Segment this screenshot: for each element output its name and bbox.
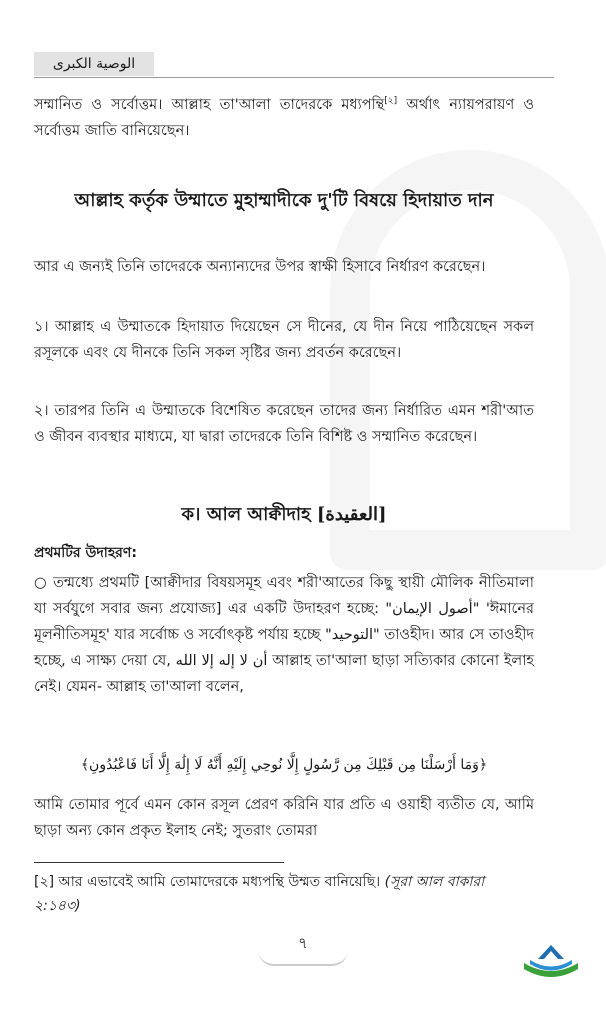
intro-line: সম্মানিত ও সর্বোত্তম। আল্লাহ তা'আলা তাদেরকে মধ্যপন্থি [34, 96, 385, 113]
para4-part-a: ○ তন্মধ্যে প্রথমটি [আক্বীদার বিষয়সমূহ এবং শরী'আতের কিছু স্থায়ী মৌলিক নীতিমালা যা সর্বযুগে সবার জন্য প্রযোজ্য] এর একটি উদাহরণ হচ্ছে: " [34, 575, 534, 617]
aqidah-heading [34, 500, 534, 531]
para4-part-c: " তাওহীদ। আর সে তাওহীদ হচ্ছে, এ সাক্ষ্য দেয়া যে, [34, 627, 534, 669]
paragraph-2: ১। আল্লাহ এ উম্মাতকে হিদায়াত দিয়েছেন সে দীনের, যে দীন নিয়ে পাঠিয়েছেন সকল রসূলকে এবং যে দীনকে তিনি সকল সৃষ্টির জন্য প্রবর্তন করেছেন। [34, 319, 534, 361]
footnote-rule [34, 862, 284, 863]
quran-verse: ﴿وَمَا أَرْسَلْنَا مِن قَبْلِكَ مِن رَّسُولٍ إِلَّا نُوحِي إِلَيْهِ أَنَّهُ لَا إِلَٰهَ إِلَّا أَنَا فَاعْبُدُونِ﴾ [80, 757, 488, 773]
aqidah-heading-ar: [العقيدة] [316, 504, 387, 525]
intro-paragraph [34, 88, 534, 144]
paragraph-3: ২। তারপর তিনি এ উম্মাতকে বিশেষিত করেছেন তাদের জন্য নির্ধারিত এমন শরী'আত ও জীবন ব্যবস্থার মাধ্যমে, যা দ্বারা তাদেরকে তিনি বিশিষ্ট ও সম্মানিত করেছেন। [34, 403, 534, 445]
arabic-shahada: أن لا إله إلا الله [175, 653, 268, 669]
footnote-text: [২] আর এভাবেই আমি তোমাদেরকে মধ্যপন্থি উম্মত বানিয়েছি। [34, 874, 381, 890]
footnote-marker[interactable]: [২] [384, 96, 398, 106]
header-rule [34, 77, 554, 78]
footnote-reference: (সূরা আল বাকারা ২:১৪৩) [34, 874, 485, 914]
intro-tail: অর্থাৎ ন্যায়পরায়ণ ও সর্বোত্তম জাতি বানিয়েছেন। [34, 96, 534, 139]
paragraph-5: আমি তোমার পূর্বে এমন কোন রসূল প্রেরণ করিনি যার প্রতি এ ওয়াহী ব্যতীত যে, আমি ছাড়া অন্য কোন প্রকৃত ইলাহ নেই; সুতরাং তোমরা [34, 797, 534, 839]
section-heading: আল্লাহ কর্তৃক উম্মাতে মুহাম্মাদীকে দু'টি বিষয়ে হিদায়াত দান [74, 190, 494, 211]
paragraph-4 [34, 570, 534, 700]
para4-part-d: আল্লাহ তা'আলা ছাড়া সত্যিকার কোনো ইলাহ নেই। [34, 653, 535, 695]
aqidah-heading-bn: ক। আল আক্বীদাহ [181, 504, 311, 525]
footnote [34, 870, 534, 918]
page-number: ৭ [298, 934, 308, 952]
arabic-tawhid: التوحيد [331, 627, 374, 643]
publisher-logo-icon [520, 943, 582, 983]
subheading: প্রথমটির উদাহরণ: [34, 545, 137, 561]
paragraph-1: আর এ জন্যই তিনি তাদেরকে অন্যান্যদের উপর স্বাক্ষী হিসাবে নির্ধারণ করেছেন। [34, 259, 486, 275]
page-ornament [258, 950, 348, 966]
para4-part-e: যেমন- আল্লাহ তা'আলা বলেন, [65, 679, 244, 695]
para4-part-b: " 'ঈমানের মূলনীতিসমূহ' যার সর্বোচ্চ ও সর্বোৎকৃষ্ট পর্যায় হচ্ছে " [34, 601, 534, 643]
running-header: الوصية الكبرى [34, 52, 154, 76]
arabic-usul-iman: أصول الإيمان [392, 601, 473, 617]
